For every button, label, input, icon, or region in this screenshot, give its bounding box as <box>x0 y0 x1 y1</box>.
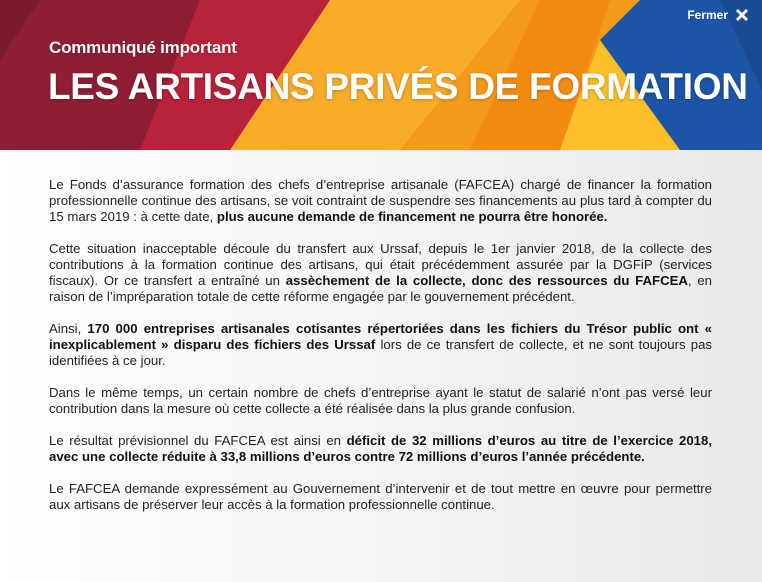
paragraph-5: Le résultat prévisionnel du FAFCEA est ainsi en déficit de 32 millions d’euros au titre de l’exercice 2018, avec une collecte réduite à 33,8 millions d’euros contre 72 millions d’euros l’année précédente. <box>49 433 712 464</box>
paragraph-6: Le FAFCEA demande expressément au Gouvernement d’intervenir et de tout mettre en œuvre pour permettre aux artisans de préserver leur accès à la formation professionnelle continue. <box>49 481 712 512</box>
paragraph-1: Le Fonds d’assurance formation des chefs d’entreprise artisanale (FAFCEA) chargé de financer la formation professionnelle continue des artisans, se voit contraint de suspendre ses financements au plus tard à compter du 15 mars 2019 : à cette date, plus aucune demande de financement ne pourra être honorée. <box>49 177 712 224</box>
paragraph-2: Cette situation inacceptable découle du transfert aux Urssaf, depuis le 1er janvier 2018, de la collecte des contributions à la formation continue des artisans, qui était précédemment assurée par la DGFiP (services fiscaux). Or ce transfert a entraîné un assèchement de la collecte, donc des ressources du FAFCEA, en raison de l’impréparation totale de cette réforme engagée par le gouvernement précédent. <box>49 241 713 304</box>
header-banner <box>0 0 762 150</box>
close-button[interactable] <box>687 7 750 23</box>
close-icon[interactable] <box>734 7 750 23</box>
paragraph-3: Ainsi, 170 000 entreprises artisanales cotisantes répertoriées dans les fichiers du Trésor public ont « inexplicablement » disparu des fichiers des Urssaf lors de ce transfert de collecte, et ne sont toujours pas identifiées à ce jour. <box>49 321 713 368</box>
announcement-body <box>49 177 712 529</box>
highlight-text: déficit de 32 millions d’euros au titre de l’exercice 2018, avec une collecte réduite à 33,8 millions d’euros contre 72 millions d’euros l’année précédente. <box>49 433 712 464</box>
paragraph-4: Dans le même temps, un certain nombre de chefs d’entreprise ayant le statut de salarié n’ont pas versé leur contribution dans la mesure où cette collecte a été réalisée dans la plus grande confusion. <box>49 385 712 416</box>
highlight-text: assèchement de la collecte, donc des ressources du FAFCEA <box>285 273 688 288</box>
announcement-title: LES ARTISANS PRIVÉS DE FORMATION <box>48 66 748 107</box>
close-label: Fermer <box>687 8 728 22</box>
highlight-text: plus aucune demande de financement ne pourra être honorée. <box>216 209 608 224</box>
highlight-text: 170 000 entreprises artisanales cotisantes répertoriées dans les fichiers du Trésor public ont « inexplicablement » disparu des fichiers des Urssaf <box>49 321 712 352</box>
announcement-subtitle: Communiqué important <box>49 38 237 57</box>
